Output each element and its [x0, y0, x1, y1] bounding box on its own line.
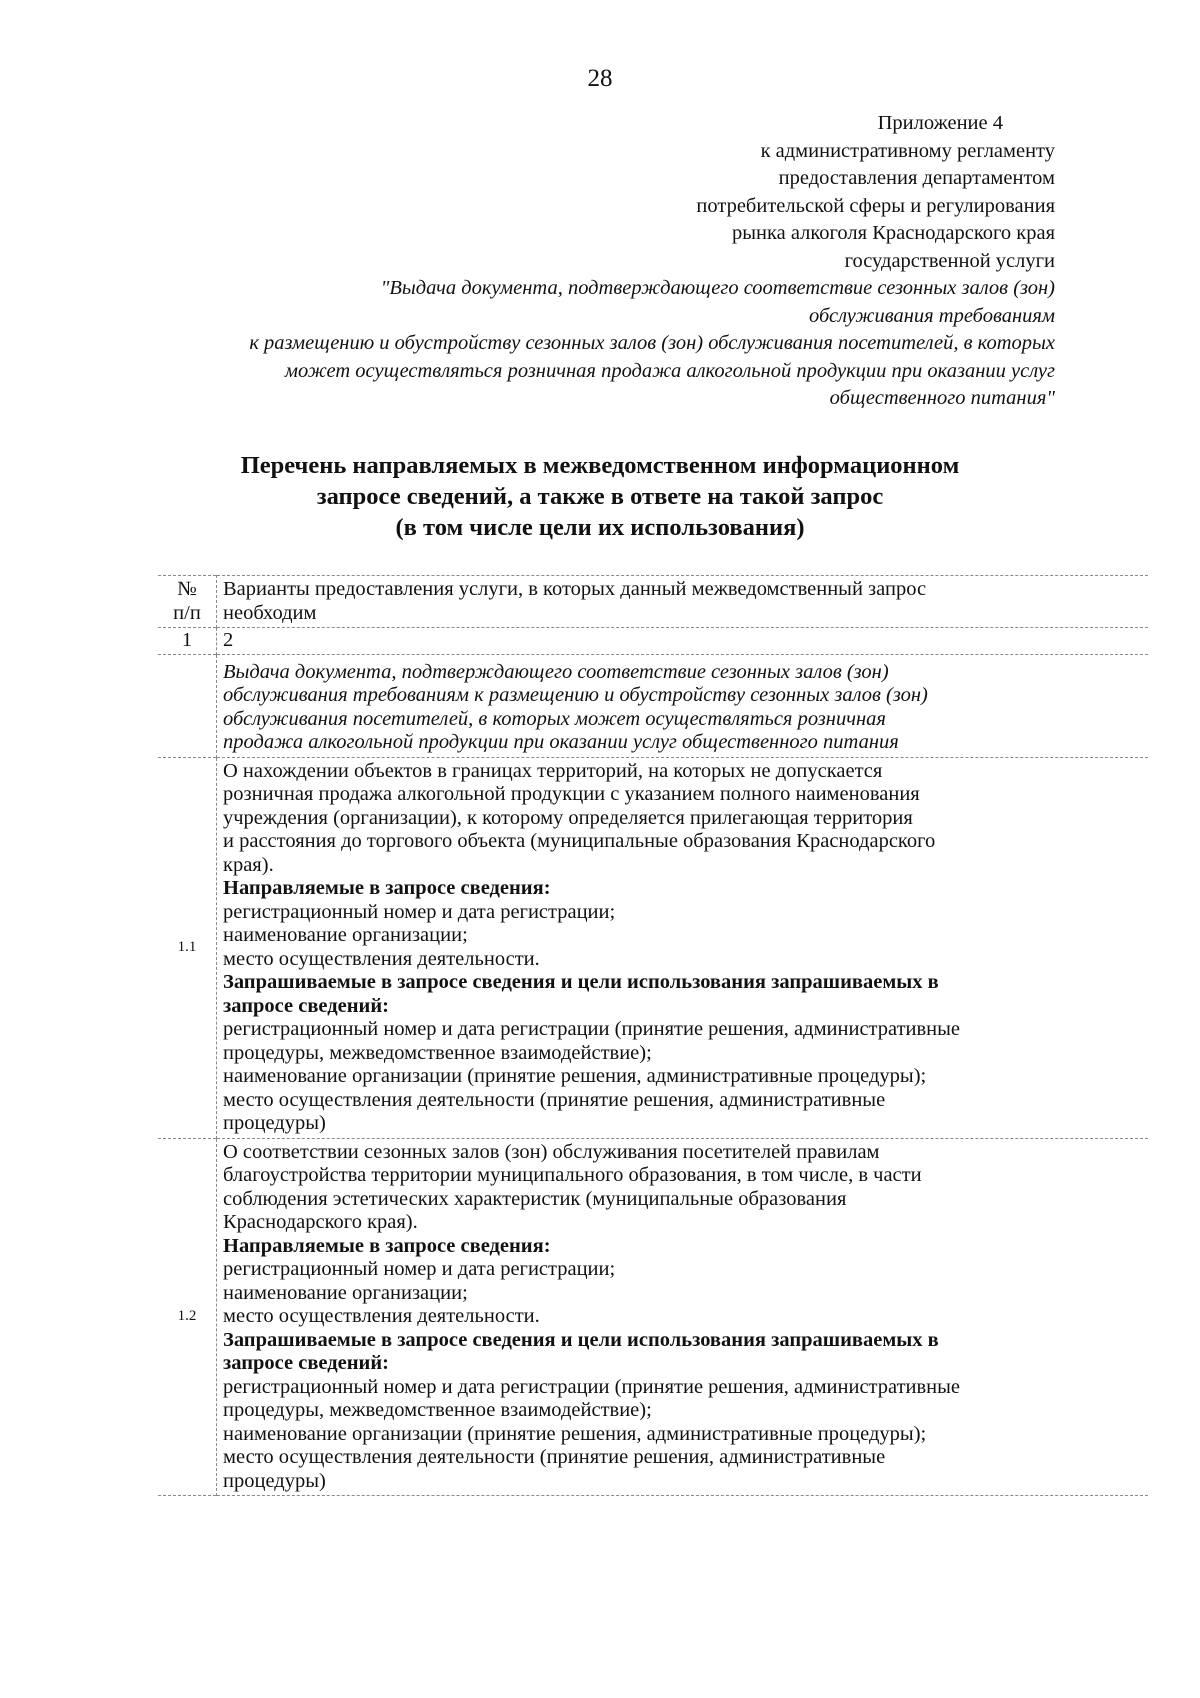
- appendix-service-line: обслуживания требованиям: [809, 304, 1055, 327]
- header-desc-line: необходим: [223, 601, 317, 624]
- requested-item: регистрационный номер и дата регистрации (принятие решения, административные: [223, 1018, 961, 1040]
- table-header-row: [158, 576, 1148, 628]
- variant-line: продажа алкогольной продукции при оказании услуг общественного питания: [223, 731, 899, 753]
- requested-heading: Запрашиваемые в запросе сведения и цели использования запрашиваемых в: [223, 971, 939, 993]
- sent-item: место осуществления деятельности.: [223, 947, 540, 970]
- sent-item: наименование организации;: [223, 924, 468, 946]
- appendix-line: рынка алкоголя Краснодарского края: [731, 222, 1055, 244]
- requests-table: [158, 575, 1148, 1496]
- row-content: [217, 1138, 1149, 1496]
- title-line: Перечень направляемых в межведомственном информационном: [240, 452, 960, 479]
- header-num-line: п/п: [173, 601, 201, 624]
- row-intro-line: благоустройства территории муниципального образования, в том числе, в части: [223, 1164, 922, 1186]
- row-intro-line: О соответствии сезонных залов (зон) обслуживания посетителей правилам: [223, 1140, 880, 1163]
- table-row: [158, 757, 1148, 1138]
- appendix-service-line: может осуществляться розничная продажа алкогольной продукции при оказании услуг: [284, 359, 1055, 382]
- appendix-line: Приложение 4: [877, 112, 1003, 134]
- row-intro-line: края).: [223, 853, 274, 876]
- header-desc-cell: [217, 576, 1149, 628]
- requested-heading: запросе сведений:: [223, 994, 389, 1017]
- appendix-service-line: "Выдача документа, подтверждающего соответствие сезонных залов (зон): [380, 277, 1055, 299]
- row-intro-line: учреждения (организации), к которому определяется прилегающая территория: [223, 806, 913, 829]
- row-intro-line: и расстояния до торгового объекта (муниципальные образования Краснодарского: [223, 830, 936, 852]
- requested-heading: запросе сведений:: [223, 1352, 389, 1374]
- requested-item: процедуры, межведомственное взаимодействие);: [223, 1041, 652, 1064]
- row-intro-line: О нахождении объектов в границах территорий, на которых не допускается: [223, 759, 883, 782]
- variant-cell: [217, 654, 1149, 757]
- requested-item: место осуществления деятельности (принятие решения, административные: [223, 1446, 886, 1468]
- appendix-block: [75, 110, 1055, 413]
- requested-item: процедуры): [223, 1112, 326, 1134]
- row-intro-line: Краснодарского края).: [223, 1211, 418, 1233]
- sent-heading: Направляемые в запросе сведения:: [223, 877, 551, 899]
- requested-heading: Запрашиваемые в запросе сведения и цели использования запрашиваемых в: [223, 1328, 939, 1351]
- sent-item: наименование организации;: [223, 1281, 468, 1304]
- appendix-line: предоставления департаментом: [778, 167, 1055, 189]
- variant-num-cell: [158, 654, 217, 757]
- sent-item: место осуществления деятельности.: [223, 1305, 540, 1327]
- requested-item: процедуры): [223, 1469, 326, 1492]
- row-intro-line: соблюдения эстетических характеристик (муниципальные образования: [223, 1187, 847, 1210]
- sent-item: регистрационный номер и дата регистрации;: [223, 900, 616, 923]
- variant-row: [158, 654, 1148, 757]
- header-num-cell: [158, 576, 217, 628]
- header-num-line: №: [177, 578, 197, 600]
- document-title: [0, 450, 1200, 543]
- requested-item: наименование организации (принятие решения, административные процедуры);: [223, 1065, 927, 1087]
- column-number: 2: [223, 629, 234, 651]
- requested-item: регистрационный номер и дата регистрации (принятие решения, административные: [223, 1375, 961, 1398]
- title-line: (в том числе цели их использования): [395, 514, 805, 541]
- appendix-line: государственной услуги: [844, 249, 1055, 272]
- table-row: [158, 1138, 1148, 1496]
- row-intro-line: розничная продажа алкогольной продукции с указанием полного наименования: [223, 783, 920, 805]
- requested-item: место осуществления деятельности (принятие решения, административные: [223, 1088, 886, 1111]
- appendix-line: к административному регламенту: [760, 139, 1055, 162]
- sent-item: регистрационный номер и дата регистрации;: [223, 1258, 616, 1280]
- page-number: 28: [587, 65, 613, 92]
- variant-line: обслуживания посетителей, в которых может осуществляться розничная: [223, 707, 886, 730]
- appendix-service-line: к размещению и обустройству сезонных залов (зон) обслуживания посетителей, в которых: [249, 332, 1055, 354]
- title-line: запросе сведений, а также в ответе на такой запрос: [316, 483, 884, 510]
- requested-item: наименование организации (принятие решения, административные процедуры);: [223, 1422, 927, 1445]
- appendix-line: потребительской сферы и регулирования: [696, 194, 1055, 217]
- variant-line: Выдача документа, подтверждающего соответствие сезонных залов (зон): [223, 660, 889, 683]
- row-number: 1.2: [158, 1138, 217, 1496]
- row-number: 1.1: [158, 757, 217, 1138]
- appendix-service-line: общественного питания": [829, 387, 1055, 409]
- header-desc-line: Варианты предоставления услуги, в которых данный межведомственный запрос: [223, 578, 927, 600]
- column-number: 1: [158, 628, 217, 655]
- requested-item: процедуры, межведомственное взаимодействие);: [223, 1399, 652, 1421]
- variant-line: обслуживания требованиям к размещению и обустройству сезонных залов (зон): [223, 684, 928, 706]
- row-content: [217, 757, 1149, 1138]
- sent-heading: Направляемые в запросе сведения:: [223, 1234, 551, 1257]
- column-numbers-row: [158, 628, 1148, 655]
